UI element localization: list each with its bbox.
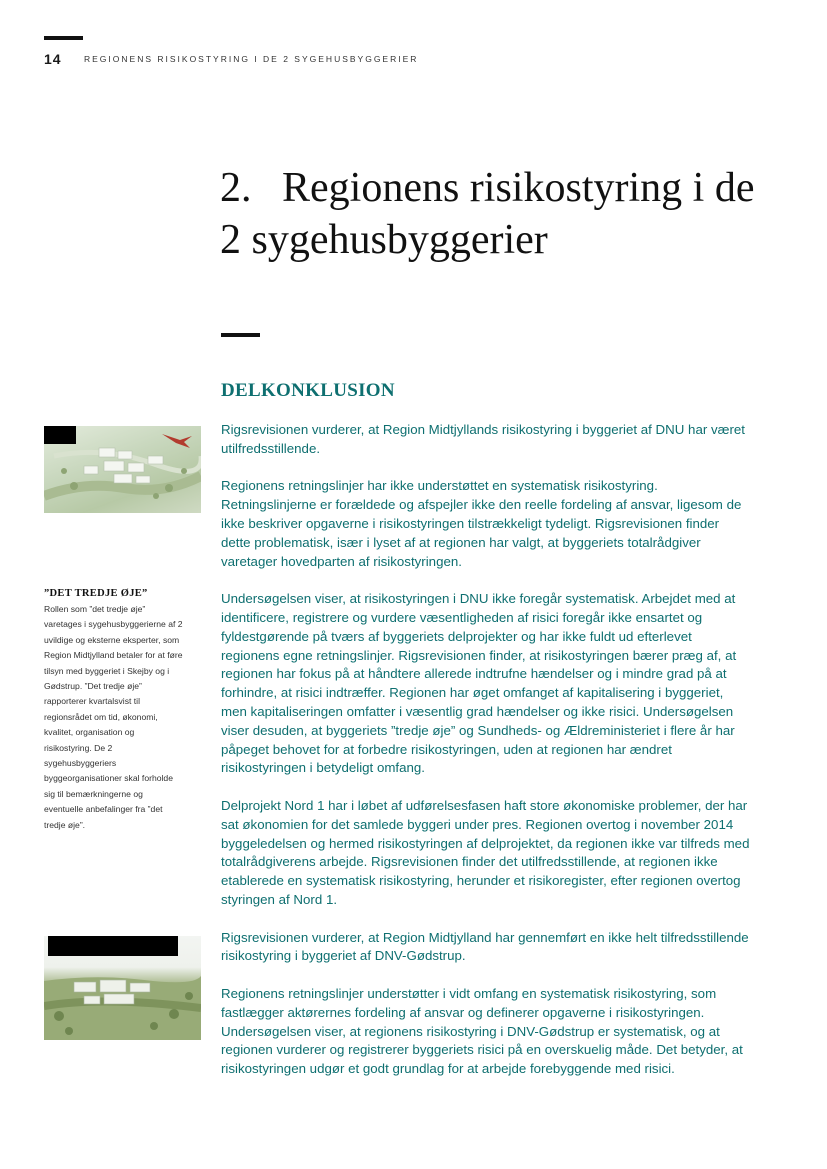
section-heading: DELKONKLUSION bbox=[221, 380, 395, 401]
paragraph: Rigsrevisionen vurderer, at Region Midtjyllands risikostyring i byggeriet af DNU har været utilfredsstillende. bbox=[221, 422, 745, 456]
sidebar-box bbox=[44, 588, 184, 833]
paragraph: Regionens retningslinjer understøtter i vidt omfang en systematisk risikostyring, som fastlægger aktørernes fordeling af ansvar og definerer opgaverne i risikostyringen. Undersøgelsen viser, at regionens risikostyring i DNV-Gødstrup er systematisk, og at regionen vurderer og registrerer byggeriets risici på en overskuelig måde. Det betyder, at risikostyringen udgør et godt grundlag for at arbejde forebyggende med risici. bbox=[221, 985, 743, 1077]
redaction-box bbox=[48, 936, 178, 956]
page-number: 14 bbox=[44, 51, 62, 67]
paragraph: Regionens retningslinjer har ikke understøttet en systematisk risikostyring. Retningslinjerne er forældede og afspejler ikke den reelle fordeling af ansvar, ligesom de ikke beskriver opgaverne i risikostyringen tilstrækkeligt tydeligt. Rigsrevisionen finder dette problematisk, især i lyset af at regionen har valgt, at byggeriets totalrådgiver varetager hovedparten af risikostyringen. bbox=[221, 478, 742, 569]
sidebar-heading: ”DET TREDJE ØJE” bbox=[44, 588, 148, 599]
paragraph: Undersøgelsen viser, at risikostyringen i DNU ikke foregår systematisk. Arbejdet med at identificere, registrere og vurdere væsentligheden af risici foregår ikke ensartet og fyldestgørende på tværs af byggeriets delprojekter og har ikke fuldt ud efterlevet regionens egne retningslinjer. Rigsrevisionen finder, at risikostyringen bærer præg af, at regionen har fokus på at håndtere allerede indtrufne hændelser og i mindre grad på at forhindre, at risici indtræffer. Regionen har øget omfanget af kapitalisering i byggeriet, men kapitaliseringen omfatter i væsentlig grad hændelser og ikke risici. Undersøgelsen viser desuden, at byggeriets ”tredje øje” og Sundheds- og Ældreministeriet i flere år har påpeget behovet for at forbedre risikostyringen, uden at regionen har ændret risikostyringen i betydeligt omfang. bbox=[221, 591, 737, 776]
hospital-landscape-image bbox=[44, 936, 201, 1040]
chapter-title bbox=[220, 162, 780, 266]
title-rule bbox=[221, 333, 260, 337]
sidebar-text: Rollen som ”det tredje øje” varetages i sygehusbyggerierne af 2 uvildige og eksterne eksperter, som Region Midtjylland betaler for at føre tilsyn med byggeriet i Skejby og i Gødstrup. ”Det tredje øje” rapporterer kvartalsvist til regionsrådet om tid, økonomi, kvalitet, organisation og risikostyring. De 2 sygehusbyggeriers byggeorganisationer skal forholde sig til bemærkningerne og eventuelle anbefalinger fra ”det tredje øje”. bbox=[44, 604, 183, 830]
paragraph: Rigsrevisionen vurderer, at Region Midtjylland har gennemført en ikke helt tilfredsstillende risikostyring i byggeriet af DNV-Gødstrup. bbox=[221, 929, 749, 964]
header-rule bbox=[44, 36, 83, 40]
body-text bbox=[221, 421, 751, 1098]
running-header: REGIONENS RISIKOSTYRING I DE 2 SYGEHUSBYGGERIER bbox=[84, 54, 419, 64]
paragraph: Delprojekt Nord 1 har i løbet af udførelsesfasen haft store økonomiske problemer, der har sat økonomien for det samlede byggeri under pres. Regionen overtog i november 2014 byggeledelsen og hermed risikostyringen af delprojektet, da regionen ikke var tilfreds med totalrådgiverens arbejde. Rigsrevisionen finder det utilfredsstillende, at regionen ikke etablerede en systematisk risikostyring, herunder et risikoregister, efter regionen overtog styringen af Nord 1. bbox=[221, 797, 750, 907]
helicopter-icon bbox=[162, 434, 192, 448]
chapter-title-text: Regionens risikostyring i de 2 sygehusbyggerier bbox=[220, 165, 755, 263]
chapter-number: 2. bbox=[220, 165, 252, 211]
redaction-box bbox=[44, 426, 76, 444]
hospital-aerial-image bbox=[44, 426, 201, 513]
